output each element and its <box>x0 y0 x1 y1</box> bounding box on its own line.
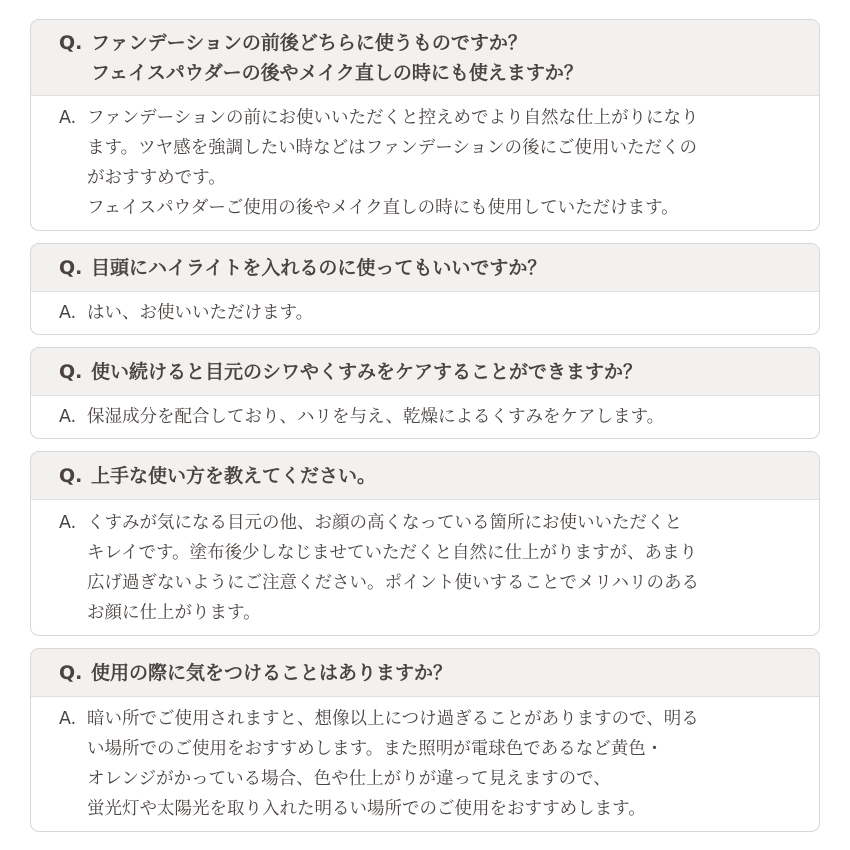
faq-question <box>31 649 819 697</box>
question-prefix: Q. <box>59 464 83 487</box>
answer-text: ます。ツヤ感を強調したい時などはファンデーションの後にご使用いただくの <box>87 138 698 158</box>
question-text: 上手な使い方を教えてください。 <box>91 464 377 487</box>
answer-line <box>59 103 807 133</box>
answer-line <box>59 794 807 824</box>
answer-text: はい、お使いいただけます。 <box>87 303 314 323</box>
answer-prefix: A. <box>59 407 77 427</box>
question-prefix: Q. <box>59 360 83 383</box>
faq-question <box>31 20 819 96</box>
question-prefix: Q. <box>59 661 83 684</box>
answer-line <box>59 704 807 734</box>
question-line <box>59 58 807 88</box>
answer-prefix: A. <box>59 709 77 729</box>
question-line <box>59 253 807 283</box>
faq-question <box>31 348 819 396</box>
question-text: 目頭にハイライトを入れるのに使ってもいいですか？ <box>91 256 547 279</box>
answer-text: お顔に仕上がります。 <box>87 602 261 623</box>
question-prefix: Q. <box>59 256 83 279</box>
faq-item <box>30 19 820 231</box>
answer-text: オレンジがかっている場合、色や仕上がりが違って見えますので、 <box>87 769 611 789</box>
answer-line <box>59 764 807 794</box>
answer-line <box>59 734 807 764</box>
answer-prefix: A. <box>59 303 77 323</box>
answer-text: い場所でのご使用をおすすめします。また照明が電球色であるなど黄色・ <box>87 739 664 759</box>
faq-item <box>30 347 820 439</box>
answer-prefix: A. <box>59 512 77 533</box>
question-text: フェイスパウダーの後やメイク直しの時にも使えますか？ <box>91 61 583 84</box>
faq-answer <box>31 500 819 635</box>
answer-text: がおすすめです。 <box>87 168 226 188</box>
question-line <box>59 357 807 387</box>
answer-text: キレイです。塗布後少しなじませていただくと自然に仕上がりますが、あまり <box>87 542 698 563</box>
answer-line <box>59 193 807 223</box>
answer-text: 暗い所でご使用されますと、想像以上につけ過ぎることがありますので、明る <box>87 709 699 729</box>
question-line <box>59 461 807 491</box>
answer-line <box>59 402 807 432</box>
faq-item <box>30 451 820 636</box>
faq-question <box>31 244 819 292</box>
faq-answer <box>31 396 819 438</box>
faq-item <box>30 648 820 832</box>
question-text: 使い続けると目元のシワやくすみをケアすることができますか？ <box>91 360 643 383</box>
answer-line <box>59 508 807 538</box>
question-text: 使用の際に気をつけることはありますか？ <box>91 661 453 684</box>
faq-answer <box>31 292 819 334</box>
answer-line <box>59 298 807 328</box>
answer-line <box>59 133 807 163</box>
faq-item <box>30 243 820 335</box>
faq-question <box>31 452 819 500</box>
answer-text: 広げ過ぎないようにご注意ください。ポイント使いすることでメリハリのある <box>87 572 699 593</box>
answer-line <box>59 568 807 598</box>
answer-text: くすみが気になる目元の他、お顔の高くなっている箇所にお使いいただくと <box>87 512 682 533</box>
question-line <box>59 658 807 688</box>
answer-text: ファンデーションの前にお使いいただくと控えめでより自然な仕上がりになり <box>87 108 699 128</box>
faq-answer <box>31 697 819 831</box>
question-line <box>59 28 807 58</box>
faq-answer <box>31 96 819 230</box>
question-text: ファンデーションの前後どちらに使うものですか？ <box>91 31 527 54</box>
answer-line <box>59 163 807 193</box>
answer-text: 蛍光灯や太陽光を取り入れた明るい場所でのご使用をおすすめします。 <box>87 799 646 819</box>
question-prefix: Q. <box>59 31 83 54</box>
answer-prefix: A. <box>59 108 77 128</box>
answer-text: 保湿成分を配合しており、ハリを与え、乾燥によるくすみをケアします。 <box>87 407 665 427</box>
answer-line <box>59 598 807 628</box>
answer-line <box>59 538 807 568</box>
answer-text: フェイスパウダーご使用の後やメイク直しの時にも使用していただけます。 <box>87 198 679 218</box>
